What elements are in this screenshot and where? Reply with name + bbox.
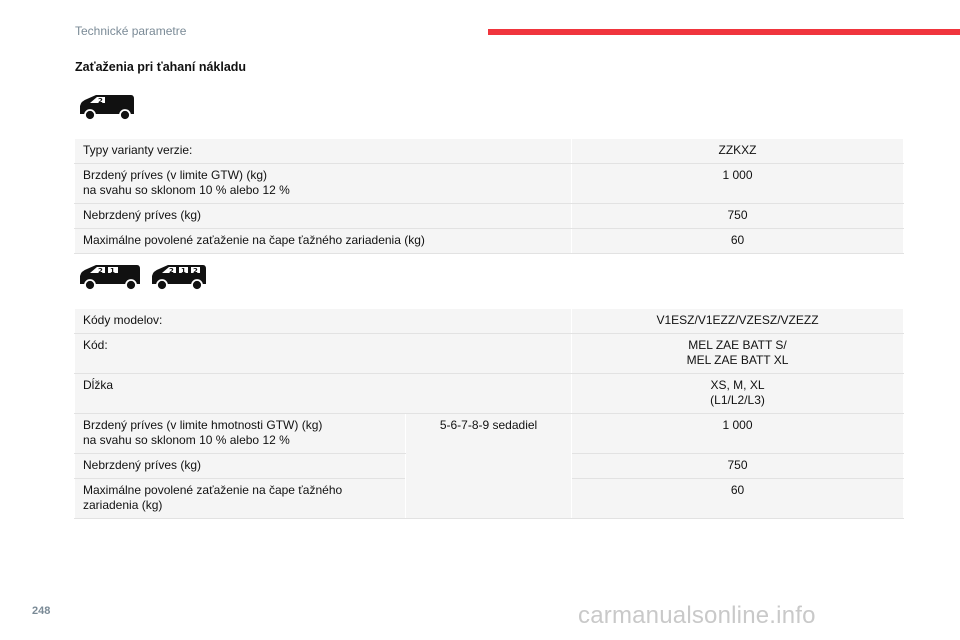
section-title: Zaťaženia pri ťahaní nákladu [75,60,247,74]
row-value: 1 000 [572,164,904,204]
table-row [75,164,904,204]
table-row [75,309,904,334]
row-value: 60 [572,479,904,519]
van-icon [76,92,136,122]
svg-text:1: 1 [110,267,115,275]
table-row [75,414,904,454]
towing-table-2 [74,308,904,519]
row-label: Kód: [75,334,572,374]
header-accent-bar [488,29,960,35]
svg-text:1: 1 [181,267,186,275]
svg-text:2: 2 [98,97,103,105]
table-row [75,334,904,374]
table-row [75,204,904,229]
row-label: Brzdený príves (v limite hmotnosti GTW) (kg) na svahu so sklonom 10 % alebo 12 % [75,414,406,454]
row-value: 750 [572,204,904,229]
svg-text:2: 2 [169,267,174,275]
row-label: Nebrzdený príves (kg) [75,204,572,229]
svg-text:2: 2 [193,267,198,275]
table-row [75,374,904,414]
row-label: Maximálne povolené zaťaženie na čape ťažného zariadenia (kg) [75,479,406,519]
row-value: XS, M, XL (L1/L2/L3) [572,374,904,414]
row-label: Nebrzdený príves (kg) [75,454,406,479]
table-row [75,139,904,164]
row-value: 750 [572,454,904,479]
watermark: carmanualsonline.info [578,602,816,629]
row-label: Kódy modelov: [75,309,572,334]
seats-cell: 5-6-7-8-9 sedadiel [406,414,572,519]
row-value: ZZKXZ [572,139,904,164]
row-label: Maximálne povolené zaťaženie na čape ťažného zariadenia (kg) [75,229,572,254]
row-label: Dĺžka [75,374,572,414]
van-icon [148,262,208,292]
row-value: 60 [572,229,904,254]
row-value: V1ESZ/V1EZZ/VZESZ/VZEZZ [572,309,904,334]
row-label: Brzdený príves (v limite GTW) (kg) na svahu so sklonom 10 % alebo 12 % [75,164,572,204]
row-value: 1 000 [572,414,904,454]
table-row [75,229,904,254]
row-label: Typy varianty verzie: [75,139,572,164]
page-number: 248 [32,605,51,617]
header-title: Technické parametre [75,24,187,38]
row-value: MEL ZAE BATT S/ MEL ZAE BATT XL [572,334,904,374]
svg-text:2: 2 [98,267,103,275]
van-icon [76,262,142,292]
towing-table-1 [74,138,904,254]
